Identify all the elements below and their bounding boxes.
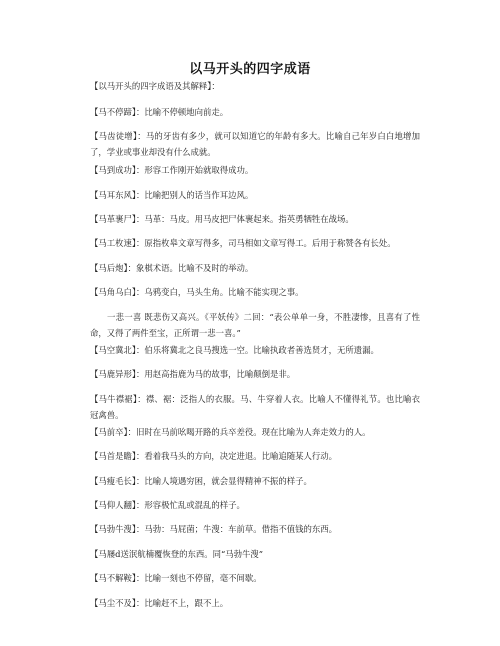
idiom-entry: 【马瘦毛长】：比喻人境遇穷困，就会显得精神不振的样子。 [90,476,312,486]
idiom-entry: 一悲一喜 既悲伤又高兴。《平妖传》二回：“表公单单一身，不胜凄惨，且喜有了性命，又得了两件至宝，正所谓一悲一喜。” [90,312,420,338]
idiom-entry: 【马前卒】：旧时在马前吆喝开路的兵卒差役。现在比喻为人奔走效力的人。 [90,427,371,437]
idiom-entry: 【马鹿异形】：用赵高指鹿为马的故事，比喻颠倒是非。 [90,369,296,379]
idiom-entry: 【马勃牛溲】：马勃：马屁菌；牛溲：车前草。借指不值钱的东西。 [90,524,338,534]
idiom-entry: 【马不解鞍】：比喻一刻也不停留，毫不间歇。 [90,573,262,583]
idiom-entry: 【马首是瞻】：看着我马头的方向，决定进退。比喻追随某人行动。 [90,451,338,461]
idiom-entry: 【马齿徒增】：马的牙齿有多少，就可以知道它的年龄有多大。比喻自己年岁白白地增加了，学业或事业却没有什么成就。 [90,131,420,157]
idiom-entry: 【马工枚速】：原指枚皋文章写得多，司马相如文章写得工。后用于称赞各有长处。 [90,238,396,248]
idiom-entry: 【马不停蹄】：比喻不停顿地向前走。 [90,107,229,117]
idiom-entry: 【马屦d送泯航楠覆恢登的东西。同“马勃牛溲” [90,549,264,559]
idiom-entry: 【马牛襟裾】：襟、裾：泛指人的衣服。马、牛穿着人衣。比喻人不懂得礼节。也比喻衣冠禽兽。 [90,394,420,420]
idiom-entry: 【马仰人翻】：形容极忙乱或混乱的样子。 [90,500,245,510]
intro-paragraph: 【以马开头的四字成语及其解释】： [90,81,220,91]
idiom-entry: 【马后炮】：象棋术语。比喻不及时的举动。 [90,263,254,273]
idiom-entry: 【马空冀北】：伯乐将冀北之良马搜选一空。比喻执政者善选贤才，无所遗漏。 [90,345,379,355]
idiom-entry: 【马耳东风】：比喻把别人的话当作耳边风。 [90,190,254,200]
idiom-entry: 【马革裹尸】：马革：马皮。用马皮把尸体裹起来。指英勇牺牲在战场。 [90,214,354,224]
idiom-entry: 【马尘不及】：比喻赶不上，跟不上。 [90,598,229,608]
document-title: 以马开头的四字成语 [189,62,311,77]
idiom-entry: 【马角乌白】：乌鸦变白，马头生角。比喻不能实现之事。 [90,287,304,297]
idiom-entry: 【马到成功】：形容工作刚开始就取得成功。 [90,165,254,175]
